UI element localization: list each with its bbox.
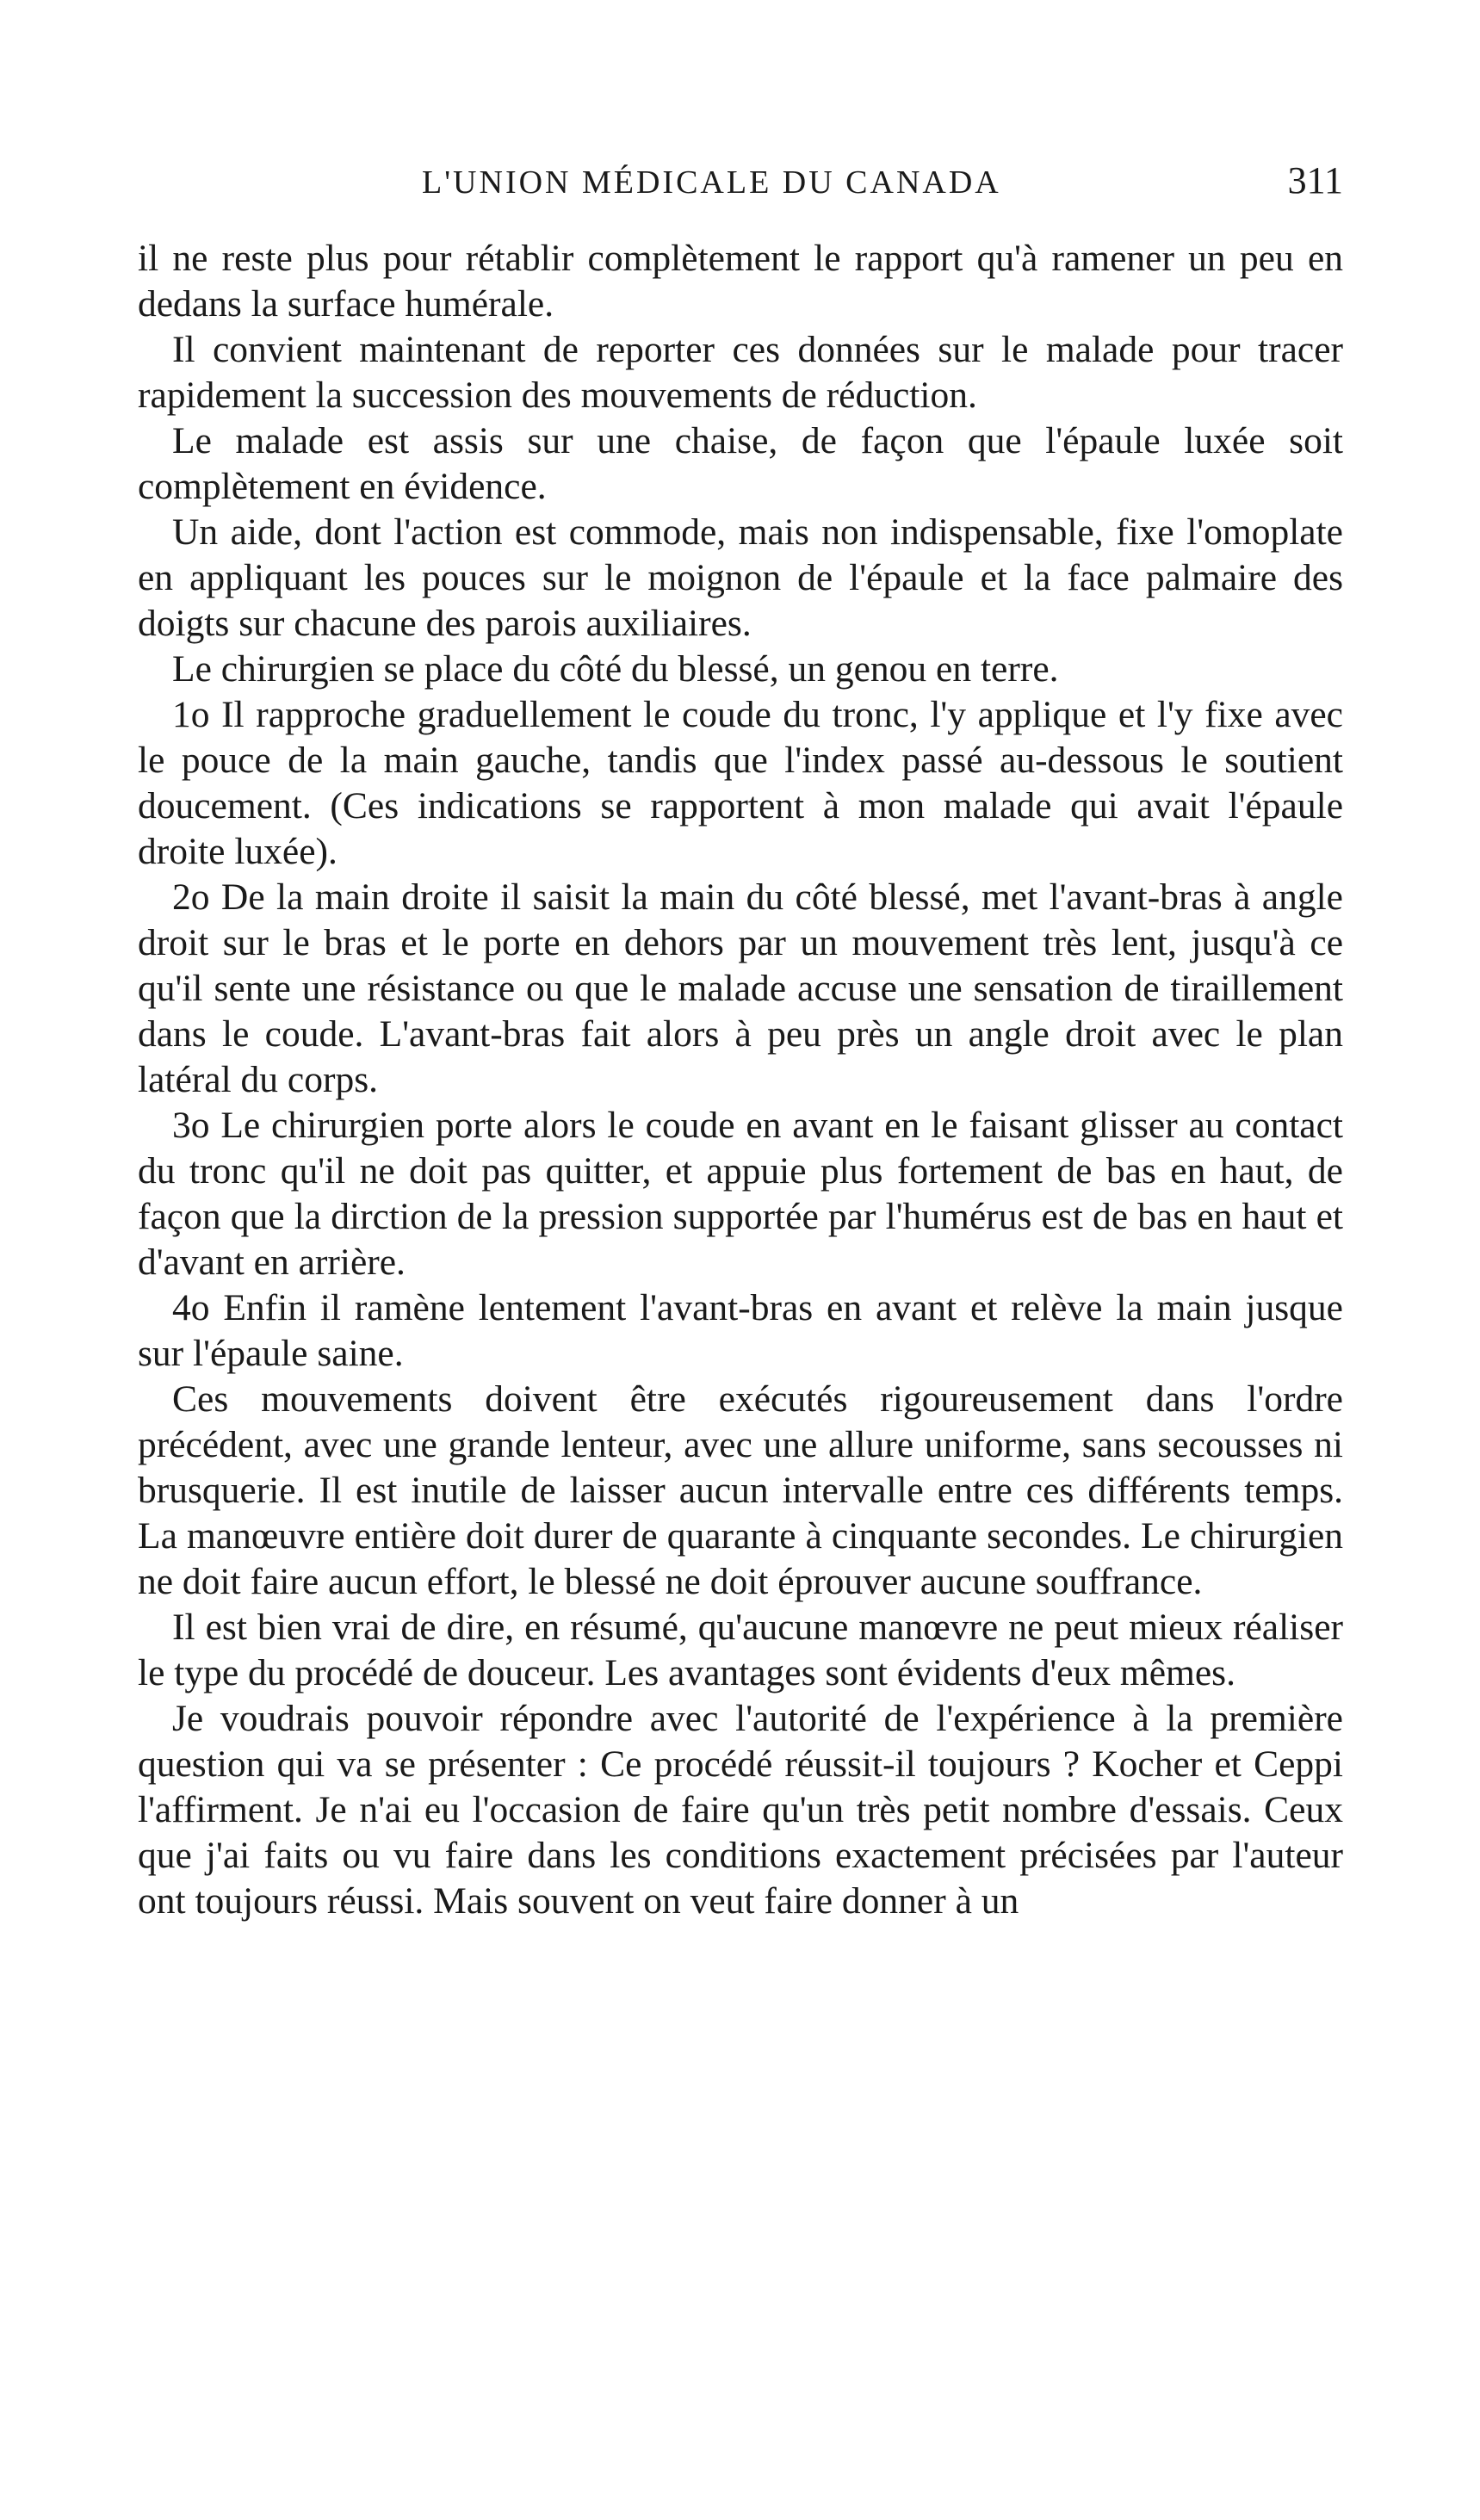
paragraph: Le malade est assis sur une chaise, de façon que l'épaule luxée soit complètement en évidence. [138,420,1343,507]
document-page [138,159,1343,1924]
body-text [138,236,1343,1924]
running-title: L'UNION MÉDICALE DU CANADA [422,164,1001,201]
paragraph: il ne reste plus pour rétablir complètement le rapport qu'à ramener un peu en dedans la surface humérale. [138,238,1343,325]
paragraph: 4o Enfin il ramène lentement l'avant-bras en avant et relève la main jusque sur l'épaule saine. [138,1287,1343,1374]
paragraph: 3o Le chirurgien porte alors le coude en avant en le faisant glisser au contact du tronc qu'il ne doit pas quitter, et appuie plus fortement de bas en haut, de façon que la dirction de la pression supportée par l'humérus est de bas en haut et d'avant en arrière. [138,1105,1343,1283]
paragraph: Je voudrais pouvoir répondre avec l'autorité de l'expérience à la première question qui va se présenter : Ce procédé réussit-il toujours ? Kocher et Ceppi l'affirment. Je n'ai eu l'occasion de faire qu'un très petit nombre d'essais. Ceux que j'ai faits ou vu faire dans les conditions exactement précisées par l'auteur ont toujours réussi. Mais souvent on veut faire donner à un [138,1698,1343,1922]
paragraph: Ces mouvements doivent être exécutés rigoureusement dans l'ordre précédent, avec une grande lenteur, avec une allure uniforme, sans secousses ni brusquerie. Il est inutile de laisser aucun intervalle entre ces différents temps. La manœuvre entière doit durer de quarante à cinquante secondes. Le chirurgien ne doit faire aucun effort, le blessé ne doit éprouver aucune souffrance. [138,1378,1343,1602]
paragraph: 1o Il rapproche graduellement le coude du tronc, l'y applique et l'y fixe avec le pouce de la main gauche, tandis que l'index passé au-dessous le soutient doucement. (Ces indications se rapportent à mon malade qui avait l'épaule droite luxée). [138,694,1343,872]
page-number: 311 [1287,159,1343,201]
paragraph: Il convient maintenant de reporter ces données sur le malade pour tracer rapidement la succession des mouvements de réduction. [138,329,1343,416]
running-header [138,159,1343,215]
paragraph: Il est bien vrai de dire, en résumé, qu'aucune manœvre ne peut mieux réaliser le type du procédé de douceur. Les avantages sont évidents d'eux mêmes. [138,1607,1343,1693]
paragraph: Le chirurgien se place du côté du blessé, un genou en terre. [172,648,1059,690]
paragraph: Un aide, dont l'action est commode, mais non indispensable, fixe l'omoplate en appliquant les pouces sur le moignon de l'épaule et la face palmaire des doigts sur chacune des parois auxiliaires. [138,511,1343,644]
paragraph: 2o De la main droite il saisit la main du côté blessé, met l'avant-bras à angle droit sur le bras et le porte en dehors par un mouvement très lent, jusqu'à ce qu'il sente une résistance ou que le malade accuse une sensation de tiraillement dans le coude. L'avant-bras fait alors à peu près un angle droit avec le plan latéral du corps. [138,876,1343,1100]
